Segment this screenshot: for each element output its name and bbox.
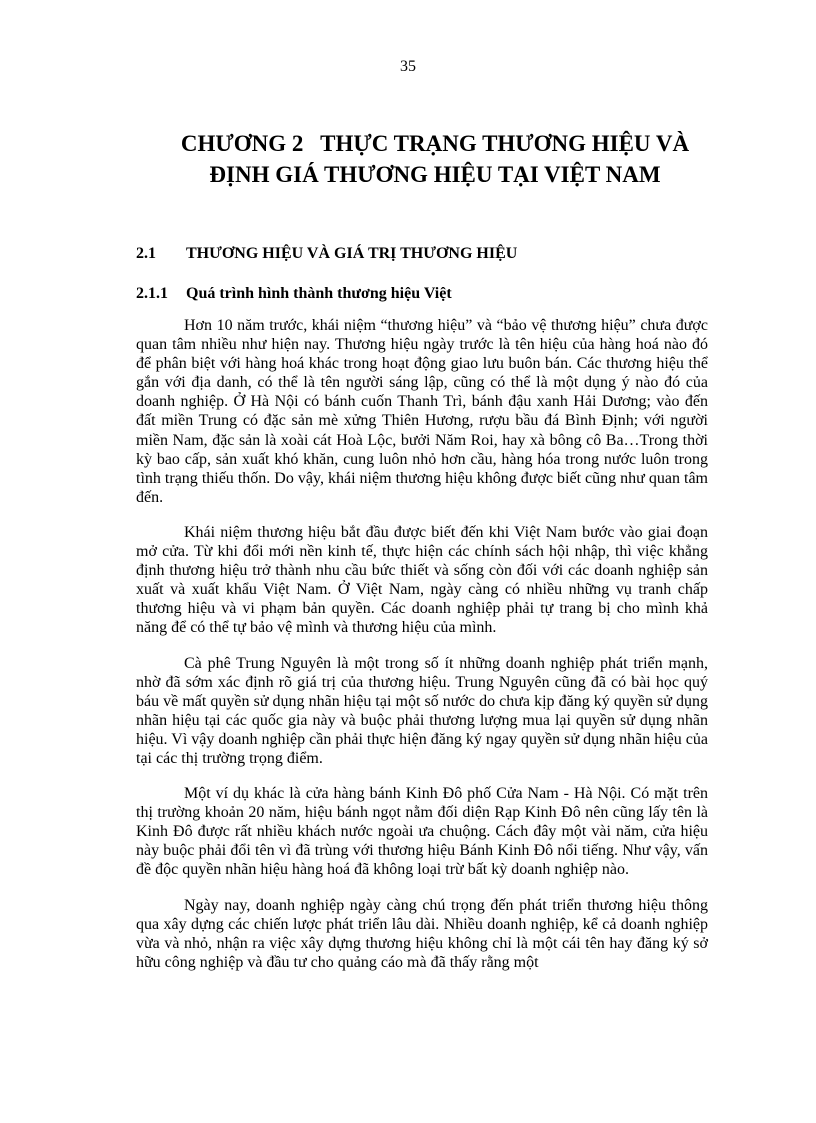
chapter-title — [100, 128, 770, 190]
paragraph: Khái niệm thương hiệu bắt đầu được biết đến khi Việt Nam bước vào giai đoạn mở cửa. Từ khi đổi mới nền kinh tế, thực hiện các chính sách hội nhập, thì việc khẳng định thương hiệu trở thành nhu cầu bức thiết và sống còn đối với các doanh nghiệp sản xuất và xuất khẩu Việt Nam. Ở Việt Nam, ngày càng có nhiều những vụ tranh chấp thương hiệu và vi phạm bản quyền. Các doanh nghiệp phải tự trang bị cho mình khả năng để có thể tự bảo vệ mình và thương hiệu của mình. — [136, 523, 708, 637]
paragraph: Hơn 10 năm trước, khái niệm “thương hiệu” và “bảo vệ thương hiệu” chưa được quan tâm nhiều như hiện nay. Thương hiệu ngày trước là tên hiệu của hàng hoá nào đó để phân biệt với hàng hoá khác trong hoạt động giao lưu buôn bán. Các thương hiệu thể gắn với địa danh, có thể là tên người sáng lập, cũng có thể là một dụng ý nào đó của doanh nghiệp. Ở Hà Nội có bánh cuốn Thanh Trì, bánh đậu xanh Hải Dương; vào đến đất miền Trung có đặc sản mè xửng Thiên Hương, rượu bầu đá Bình Định; với người miền Nam, đặc sản là xoài cát Hoà Lộc, bưởi Năm Roi, hay xà bông cô Ba…Trong thời kỳ bao cấp, sản xuất khó khăn, cung luôn nhỏ hơn cầu, hàng hóa trong nước luôn trong tình trạng thiếu thốn. Do vậy, khái niệm thương hiệu không được biết cũng như quan tâm đến. — [136, 317, 708, 506]
body-text — [136, 316, 708, 988]
section-heading — [136, 245, 517, 263]
paragraph: Ngày nay, doanh nghiệp ngày càng chú trọng đến phát triển thương hiệu thông qua xây dựng các chiến lược phát triển lâu dài. Nhiều doanh nghiệp, kể cả doanh nghiệp vừa và nhỏ, nhận ra việc xây dựng thương hiệu không chỉ là một cái tên hay đăng ký sở hữu công nghiệp và đầu tư cho quảng cáo mà đã thấy rằng một — [136, 896, 708, 971]
chapter-title-line-1: CHƯƠNG 2 THỰC TRẠNG THƯƠNG HIỆU VÀ — [180, 131, 690, 156]
subsection-number: 2.1.1 — [136, 285, 168, 302]
page-number: 35 — [400, 58, 416, 75]
section-number: 2.1 — [136, 245, 156, 262]
chapter-title-line-2: ĐỊNH GIÁ THƯƠNG HIỆU TẠI VIỆT NAM — [209, 162, 661, 187]
subsection-title: Quá trình hình thành thương hiệu Việt — [186, 285, 452, 302]
section-title: THƯƠNG HIỆU VÀ GIÁ TRỊ THƯƠNG HIỆU — [186, 245, 518, 262]
paragraph: Cà phê Trung Nguyên là một trong số ít những doanh nghiệp phát triển mạnh, nhờ đã sớm xác định rõ giá trị của thương hiệu. Trung Nguyên cũng đã có bài học quý báu về mất quyền sử dụng nhãn hiệu tại một số nước do chưa kịp đăng ký quyền sử dụng nhãn hiệu tại các quốc gia này và buộc phải thương lượng mua lại quyền sử dụng nhãn hiệu. Vì vậy doanh nghiệp cần phải thực hiện đăng ký ngay quyền sử dụng nhãn hiệu của tại các thị trường trọng điểm. — [136, 654, 708, 767]
subsection-heading — [136, 285, 452, 303]
paragraph: Một ví dụ khác là cửa hàng bánh Kinh Đô phố Cửa Nam - Hà Nội. Có mặt trên thị trường khoản 20 năm, hiệu bánh ngọt nằm đối diện Rạp Kinh Đô nên cũng lấy tên là Kinh Đô được rất nhiều khách nước ngoài ưa chuộng. Cách đây một vài năm, cửa hiệu này buộc phải đổi tên vì đã trùng với thương hiệu Bánh Kinh Đô nổi tiếng. Như vậy, vấn đề độc quyền nhãn hiệu hàng hoá đã không loại trừ bất kỳ doanh nghiệp nào. — [136, 785, 708, 879]
